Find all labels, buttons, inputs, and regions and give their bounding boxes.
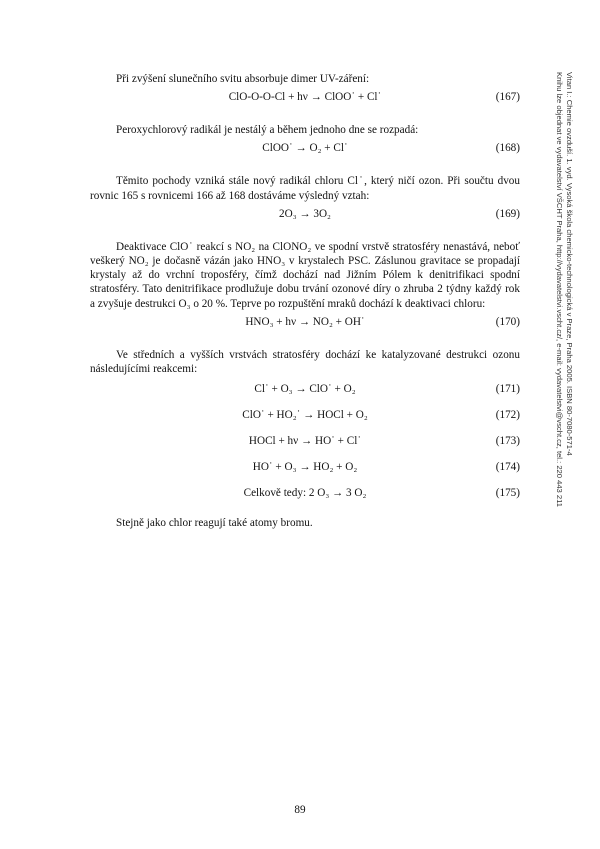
equation: ClO-O-O-Cl + hν → ClOO˙ + Cl˙ <box>228 91 382 104</box>
equation-row <box>90 454 520 480</box>
equation-number: (174) <box>495 461 520 474</box>
equation: HO˙ + O₃ → HO₂ + O₂ <box>252 461 358 474</box>
equation: Cl˙ + O₃ → ClO˙ + O₂ <box>254 383 356 396</box>
equation: HOCl + hν → HO˙ + Cl˙ <box>248 435 362 448</box>
equation: ClO˙ + HO₂˙ → HOCl + O₂ <box>242 409 368 422</box>
paragraph: Stejně jako chlor reagují také atomy bromu. <box>116 517 313 530</box>
equation: 2O₃ → 3O₂ <box>279 207 331 220</box>
equation-number: (172) <box>495 409 520 422</box>
paragraph: Deaktivace ClO˙ reakcí s NO₂ na ClONO₂ ve spodní vrstvě stratosféry nenastává, neboť veškerý NO₂ je dočasně vázán jako HNO₃ v krystalech PSC. Záslunou gravitace se propadají krystaly až do vrchní troposféry, čímž dochází nad Jižním Pólem k denitrifikaci spodní stratosféry. Tato denitrifikace prodlužuje dobu trvání ozonové díry o zhruba 2 týdny každý rok a zvyšuje destrukci O₃ o 20 %. Teprve po rozpuštění mraků dochází k deaktivaci chloru: <box>90 240 520 310</box>
equation-number: (167) <box>495 91 520 104</box>
equation-row <box>90 480 520 506</box>
paragraph: Peroxychlorový radikál je nestálý a během jednoho dne se rozpadá: <box>116 124 419 137</box>
equation-row <box>90 203 520 225</box>
equation-number: (170) <box>495 315 520 328</box>
main-text <box>90 72 520 530</box>
paragraph: Ve středních a vyšších vrstvách stratosféry dochází ke katalyzované destrukci ozonu následujícími reakcemi: <box>90 348 520 376</box>
citation-sidebar <box>534 72 574 672</box>
equation-row <box>90 311 520 333</box>
equation-number: (169) <box>495 207 520 220</box>
equation-number: (171) <box>495 383 520 396</box>
citation-line: Vitan I.: Chemie ovzduší. 1. vyd. Vysoká škola chemicko-technologická v Praze, Praha 2005. ISBN 80-7080-571-4 <box>565 72 574 456</box>
paragraph: Těmito pochody vzniká stále nový radikál chloru Cl˙, který ničí ozon. Při součtu dvou rovnic 165 s rovnicemi 166 až 168 dostáváme výsledný vztah: <box>90 175 520 202</box>
equation-number: (168) <box>495 142 520 155</box>
equation: HNO₃ + hν → NO₂ + OH˙ <box>245 315 365 328</box>
equation-row <box>90 402 520 428</box>
citation-line: Knihu lze objednat ve vydavatelství VŠCHT Praha, http://vydavatelstvi.vscht.cz/, e-mail: vydavatelstvi@vscht.cz, tel.: 220 443 211 <box>555 72 564 507</box>
equation: ClOO˙ → O₂ + Cl˙ <box>262 142 348 155</box>
equation-row <box>90 137 520 159</box>
equation-number: (173) <box>495 435 520 448</box>
equation-row <box>90 86 520 108</box>
equation-row <box>90 428 520 454</box>
equation: Celkově tedy: 2 O₃ → 3 O₂ <box>243 487 367 500</box>
page-number: 89 <box>294 804 306 816</box>
equation-row <box>90 376 520 402</box>
equation-number: (175) <box>495 487 520 500</box>
paragraph: Při zvýšení slunečního svitu absorbuje dimer UV-záření: <box>116 73 370 85</box>
